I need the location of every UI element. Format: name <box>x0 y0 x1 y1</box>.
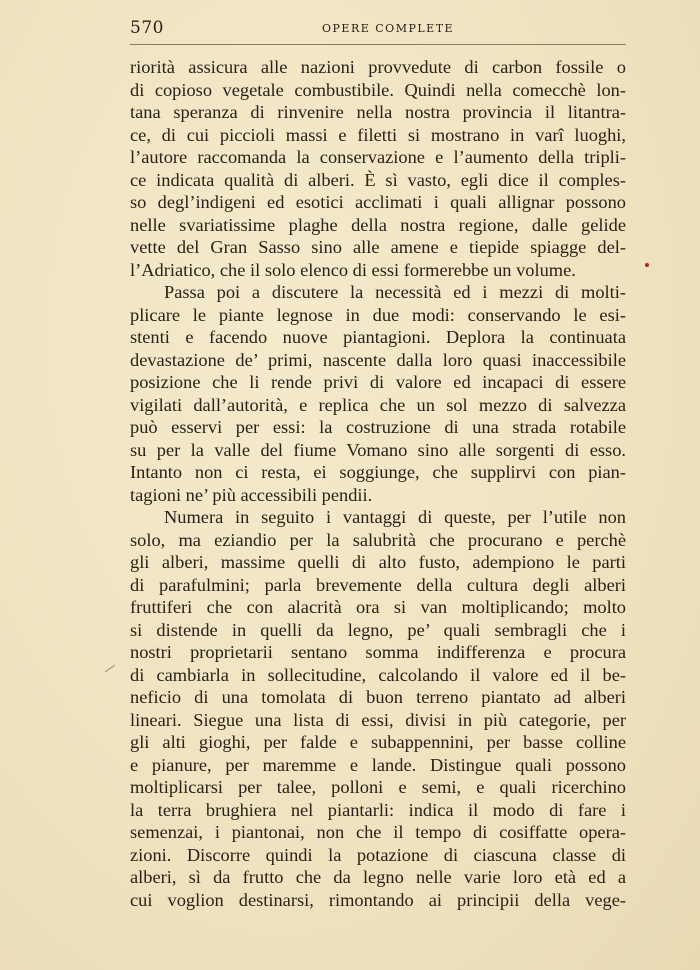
text-line: l’autore raccomanda la conservazione e l’aumento della tripli- <box>130 147 626 167</box>
text-line: devastazione de’ primi, nascente dalla loro quasi inaccessibile <box>130 349 626 370</box>
text-line: tana speranza di rinvenire nella nostra provincia il litantra- <box>130 102 626 122</box>
body-text <box>130 56 626 911</box>
page-number: 570 <box>130 18 164 38</box>
text-line: plicare le piante legnose in due modi: conservando le esi- <box>130 304 626 325</box>
text-line: nostri proprietarii sentano somma indifferenza e procura <box>130 642 626 662</box>
text-line: so degl’indigeni ed esotici acclimati i quali allignar possono <box>130 192 626 212</box>
text-line: Passa poi a discutere la necessità ed i mezzi di molti- <box>164 282 626 302</box>
text-line: e pianure, per maremme e lande. Distingue quali possono <box>130 754 626 775</box>
text-line: fruttiferi che con alacrità ora si van moltiplicando; molto <box>130 597 626 617</box>
text-line: gli alti gioghi, per falde e subappennini, per basse colline <box>130 732 626 752</box>
text-line: di parafulmini; parla brevemente della cultura degli alberi <box>130 574 626 595</box>
text-line: gli alberi, massime quelli di alto fusto, adempiono le parti <box>130 552 626 572</box>
text-line: solo, ma eziandio per la salubrità che procurano e perchè <box>130 529 626 550</box>
text-line: posizione che li rende privi di valore ed incapaci di essere <box>130 372 626 392</box>
text-line: Numera in seguito i vantaggi di queste, per l’utile non <box>164 507 626 527</box>
text-line: si distende in quelli da legno, pe’ quali sembragli che i <box>130 619 626 640</box>
header-rule <box>130 44 626 45</box>
text-line: su per la valle del fiume Vomano sino alle sorgenti di esso. <box>130 439 626 460</box>
text-line: cui voglion destinarsi, rimontando ai principii della vege- <box>130 889 626 910</box>
text-line: può esservi per essi: la costruzione di una strada rotabile <box>130 417 626 437</box>
text-line: riorità assicura alle nazioni provvedute di carbon fossile o <box>130 57 626 77</box>
text-line: moltiplicarsi per talee, polloni e semi, e quali ricerchino <box>130 777 626 797</box>
ink-speck <box>645 263 649 267</box>
text-line: tagioni ne’ più accessibili pendii. <box>130 484 373 505</box>
text-line: alberi, sì da frutto che da legno nelle varie loro età ed a <box>130 867 626 887</box>
text-line: di copioso vegetale combustibile. Quindi nella comecchè lon- <box>130 79 626 100</box>
running-head: OPERE COMPLETE <box>322 22 455 35</box>
text-line: ce indicata qualità di alberi. È sì vasto, egli dice il comples- <box>130 169 626 190</box>
text-line: vette del Gran Sasso sino alle amene e tiepide spiagge del- <box>130 237 626 257</box>
text-line: zioni. Discorre quindi la potazione di ciascuna classe di <box>130 844 626 865</box>
text-line: di cambiarla in sollecitudine, calcolando il valore ed il be- <box>130 664 626 685</box>
text-line: lineari. Siegue una lista di essi, divisi in più categorie, per <box>130 709 626 730</box>
pencil-mark <box>105 665 115 673</box>
text-line: ce, di cui piccioli massi e filetti si mostrano in varî luoghi, <box>130 124 626 145</box>
page-header <box>130 18 626 40</box>
text-line: semenzai, i piantonai, non che il tempo di cosiffatte opera- <box>130 822 626 842</box>
text-line: vigilati dall’autorità, e replica che un sol mezzo di salvezza <box>130 394 626 415</box>
text-line: l’Adriatico, che il solo elenco di essi formerebbe un volume. <box>130 259 576 280</box>
text-line: stenti e facendo nuove piantagioni. Deplora la continuata <box>130 327 626 347</box>
text-line: neficio di una tomolata di buon terreno piantato ad alberi <box>130 687 626 707</box>
text-line: Intanto non ci resta, ei soggiunge, che supplirvi con pian- <box>130 462 626 482</box>
text-line: la terra brughiera nel piantarli: indica il modo di fare i <box>130 799 626 820</box>
text-line: nelle svariatissime plaghe della nostra regione, dalle gelide <box>130 214 626 235</box>
